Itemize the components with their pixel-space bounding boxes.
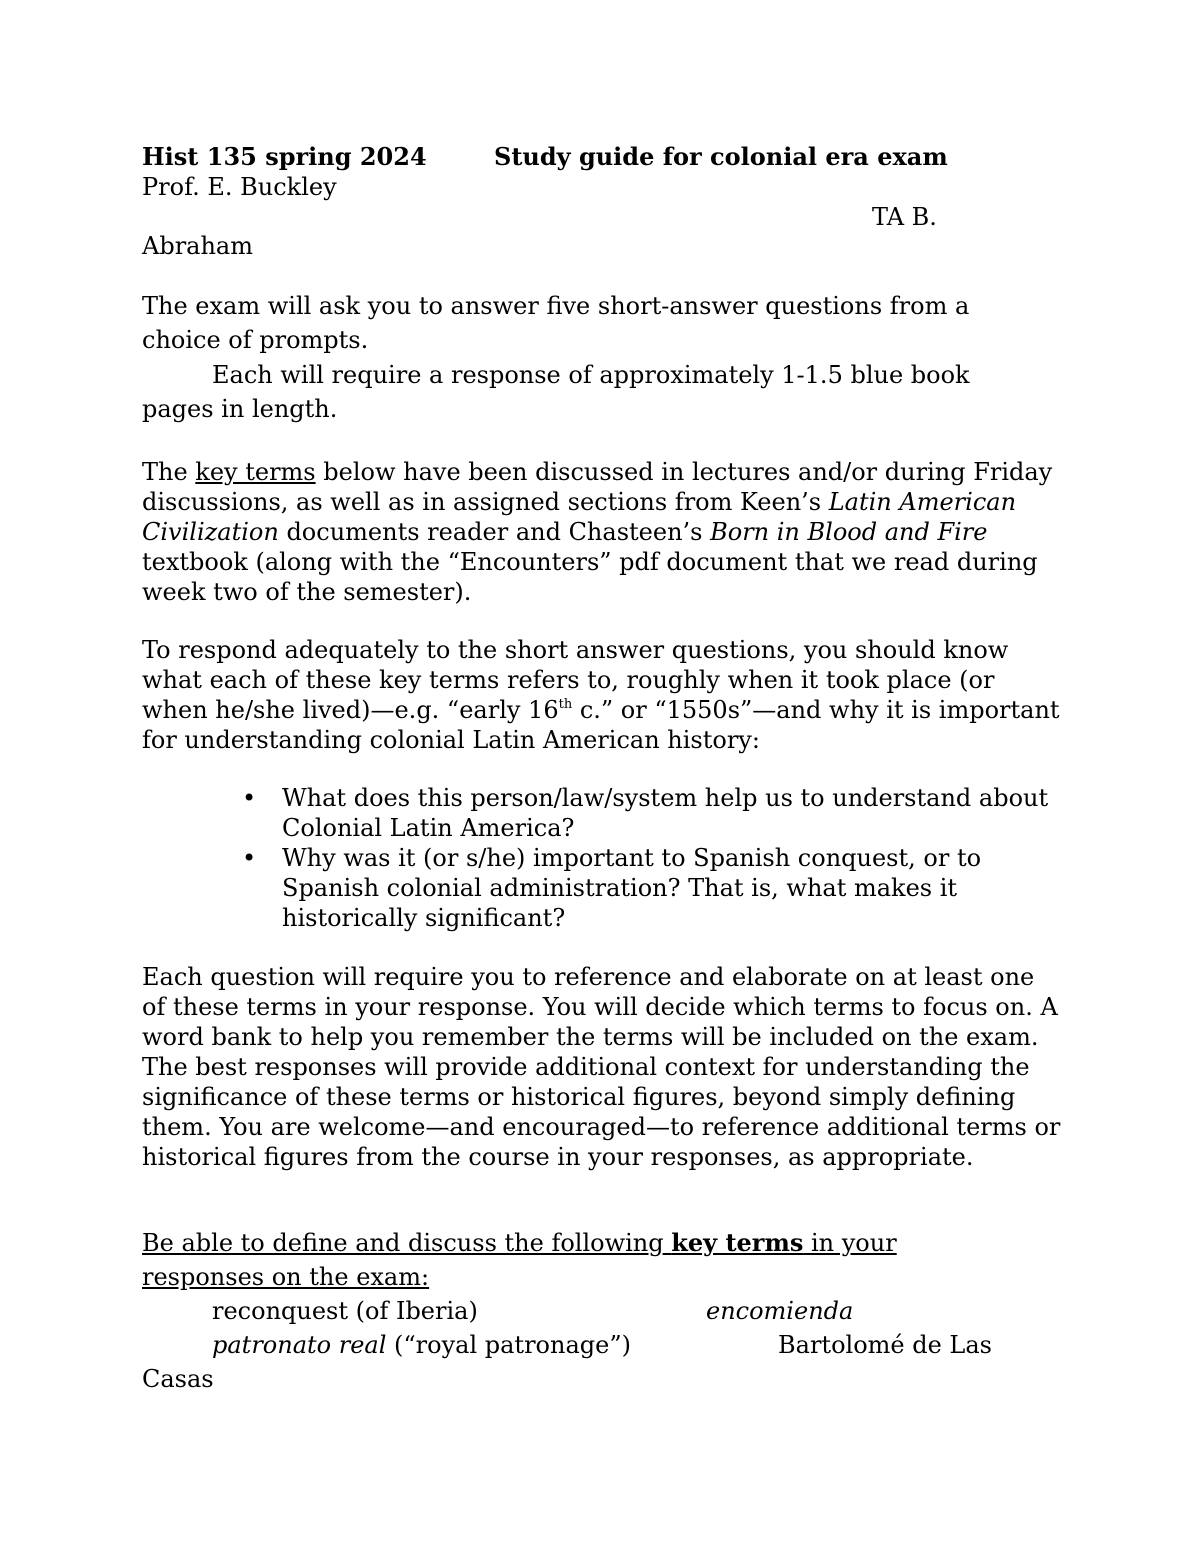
term-patronato-real <box>212 1330 631 1360</box>
ta-name-part2: Abraham <box>142 232 253 260</box>
intro-line-4: pages in length. <box>142 395 338 423</box>
book-title-born-in-blood-and-fire: Born in Blood and Fire <box>710 518 988 546</box>
kt-text-pre: The <box>142 458 196 486</box>
each-question-text: Each question will require you to reference and elaborate on at least one of these terms in your response. You will decide which terms to focus on. A word bank to help you remember the terms will be included on the exam. The best responses will provide additional context for understanding the significance of these terms or historical figures, beyond simply defining them. You are welcome—and encouraged—to reference additional terms or historical figures from the course in your responses, as appropriate. <box>142 963 1061 1171</box>
term-las-casas-part2: Casas <box>142 1365 214 1393</box>
terms-heading-pre: Be able to define and discuss the following <box>142 1229 672 1257</box>
ta-name-part1: TA B. <box>872 203 937 231</box>
bullet-list <box>142 783 1062 933</box>
terms-heading-line-1 <box>142 1228 897 1258</box>
document-title: Study guide for colonial era exam <box>494 142 948 171</box>
term-reconquest: reconquest (of Iberia) <box>212 1297 478 1325</box>
respond-text-pre: To respond adequately to the short answer questions, you should know what each of these key terms refers to, roughly when it took place (or when he/she lived)—e.g. “early 16 <box>142 636 1009 724</box>
term-patronato-real-gloss: (“royal patronage”) <box>386 1331 631 1359</box>
bullet-item-1: • What does this person/law/system help us to understand about Colonial Latin America? <box>142 783 1062 843</box>
key-terms-underlined: key terms <box>195 458 316 486</box>
intro-line-2: choice of prompts. <box>142 326 369 354</box>
professor-name: Prof. E. Buckley <box>142 173 337 201</box>
key-terms-paragraph <box>142 457 1062 607</box>
course-heading <box>142 142 427 172</box>
kt-text-end: textbook (along with the “Encounters” pdf document that we read during week two of the semester). <box>142 548 1038 606</box>
intro-line-1: The exam will ask you to answer five short-answer questions from a <box>142 292 970 320</box>
respond-paragraph <box>142 635 1062 755</box>
intro-line-3: Each will require a response of approximately 1-1.5 blue book <box>212 361 970 389</box>
kt-text-mid2: documents reader and Chasteen’s <box>278 518 711 546</box>
terms-heading-line-2: responses on the exam: <box>142 1263 430 1291</box>
bullet-item-2: • Why was it (or s/he) important to Spanish conquest, or to Spanish colonial administration? That is, what makes it historically significant? <box>142 843 1062 933</box>
term-encomienda: encomienda <box>706 1297 854 1325</box>
respond-text-post: c.” or “1550s”—and why it is important for understanding colonial Latin American history: <box>142 696 1060 754</box>
terms-heading-post: in your <box>803 1229 897 1257</box>
terms-heading-bold: key terms <box>671 1228 804 1257</box>
term-las-casas-part1: Bartolomé de Las <box>778 1331 992 1359</box>
book-title-latin-american-civilization: Latin American Civilization <box>142 488 1017 546</box>
each-question-paragraph <box>142 962 1062 1172</box>
term-patronato-real-italic: patronato real <box>212 1331 387 1359</box>
superscript-th: th <box>558 697 573 712</box>
course-label: Hist 135 spring 2024 <box>142 142 427 171</box>
kt-text-mid1: below have been discussed in lectures and/or during Friday discussions, as well as in assigned sections from Keen’s <box>142 458 1053 516</box>
